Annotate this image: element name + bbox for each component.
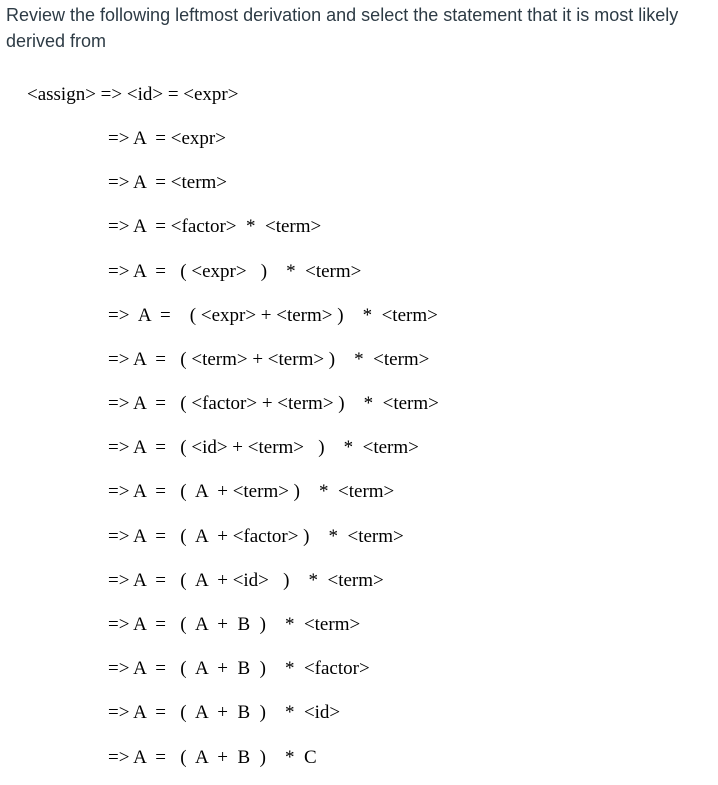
derivation-step-12: => A = ( A + B ) * <term> xyxy=(108,614,361,635)
derivation-step-1: => A = <expr> xyxy=(108,128,226,149)
derivation-step-8: => A = ( <id> + <term> ) * <term> xyxy=(108,437,419,458)
derivation-step-11: => A = ( A + <id> ) * <term> xyxy=(108,570,384,591)
question-text: Review the following leftmost derivation and select the statement that it is most likely derived from xyxy=(6,5,679,51)
derivation-step-14: => A = ( A + B ) * <id> xyxy=(108,702,341,723)
derivation-step-9: => A = ( A + <term> ) * <term> xyxy=(108,481,395,502)
derivation-step-4: => A = ( <expr> ) * <term> xyxy=(108,261,362,282)
derivation-step-15: => A = ( A + B ) * C xyxy=(108,747,317,768)
derivation-step-10: => A = ( A + <factor> ) * <term> xyxy=(108,526,404,547)
derivation-step-13: => A = ( A + B ) * <factor> xyxy=(108,658,370,679)
derivation-step-2: => A = <term> xyxy=(108,172,228,193)
derivation-start-line: <assign> => <id> = <expr> xyxy=(27,84,239,105)
derivation-step-7: => A = ( <factor> + <term> ) * <term> xyxy=(108,393,439,414)
derivation-step-6: => A = ( <term> + <term> ) * <term> xyxy=(108,349,430,370)
derivation-step-5: => A = ( <expr> + <term> ) * <term> xyxy=(108,305,438,326)
derivation-step-3: => A = <factor> * <term> xyxy=(108,216,322,237)
